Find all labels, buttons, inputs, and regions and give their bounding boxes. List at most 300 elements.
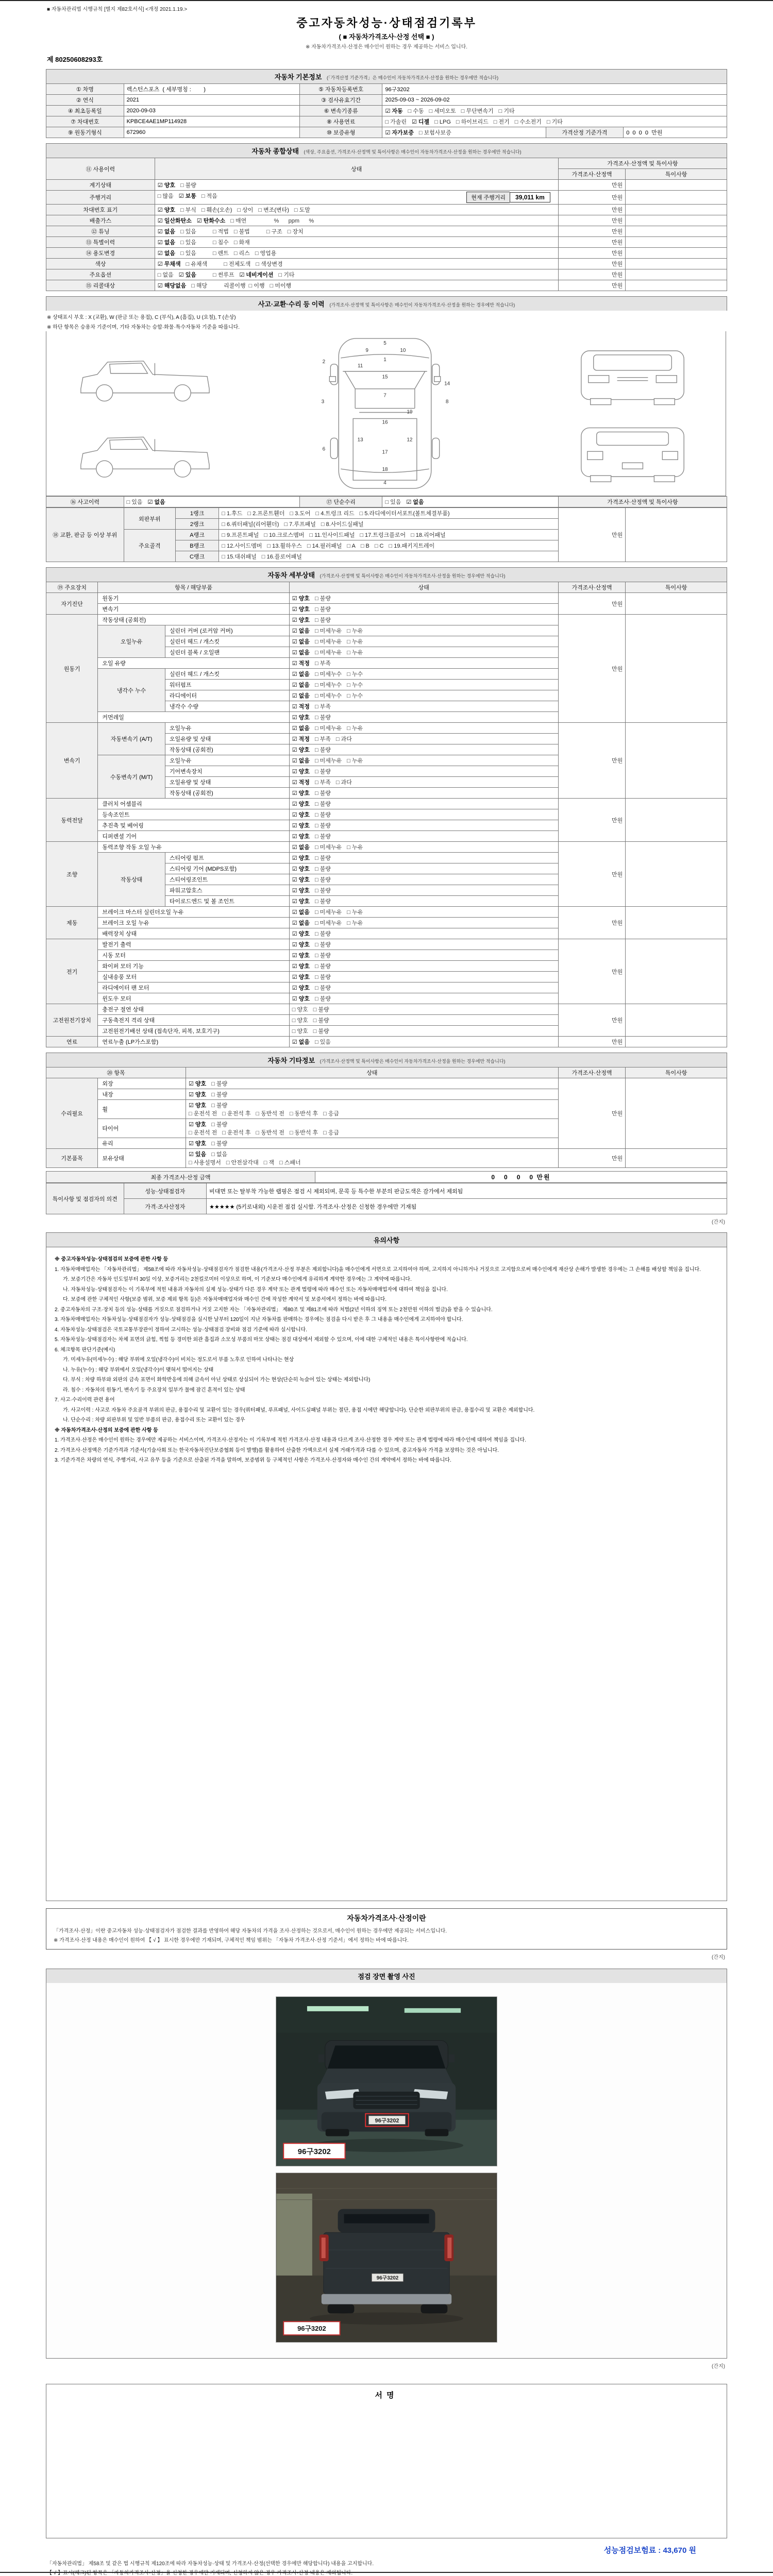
checkbox-option[interactable]: □ 13.휠하우스 — [267, 543, 302, 549]
checkbox-option[interactable]: ☑ 없음 — [157, 240, 175, 246]
photos-body — [46, 1983, 727, 2359]
checkbox-option[interactable]: ☑ 없음 — [147, 499, 165, 505]
checkbox-option[interactable]: □ 불량 — [211, 1081, 228, 1087]
field-value: 렉스턴스포츠 ( 세부명칭 : ) — [124, 84, 299, 95]
panel-group-label: 외판부위 — [124, 508, 175, 530]
checkbox-option[interactable]: □ 하이브리드 — [456, 119, 489, 125]
checkbox-option[interactable]: ☑ 양호 — [292, 985, 310, 991]
table-row — [46, 116, 727, 127]
notice-paragraph: 나. 자동차성능·상태점검자는 이 기록부에 적힌 내용과 자동차의 실제 성능·상태가 다른 경우 계약 또는 관계 법령에 따라 매수인 또는 자동차매매업자에 대하여 책임을 집니다. — [63, 1286, 448, 1293]
checkbox-option[interactable]: ☑ 양호 — [292, 877, 310, 883]
checkbox-option[interactable]: □ 영업용 — [255, 250, 277, 257]
state-cell — [289, 723, 558, 734]
checkbox-option[interactable]: □ 부식 — [180, 207, 196, 213]
checkbox-option[interactable]: ☑ 디젤 — [412, 119, 430, 125]
checkbox-option[interactable]: □ 미세누유 — [314, 758, 342, 764]
checkbox-option[interactable]: □ 미세누유 — [314, 909, 342, 916]
checkbox-option[interactable]: ☑ 탄화수소 — [196, 218, 226, 224]
checkbox-option[interactable]: □ 기타 — [546, 119, 563, 125]
checkbox-option[interactable]: □ 미세누수 — [314, 671, 342, 677]
note-cell — [626, 226, 727, 237]
checkbox-option[interactable]: □ 있음 — [180, 240, 196, 246]
column-header: 항목 / 해당부품 — [98, 582, 289, 593]
checkbox-option[interactable]: □ A — [347, 543, 356, 549]
checkbox-option[interactable]: □ 불량 — [314, 942, 331, 948]
notice-paragraph: 1. 가격조사·산정은 매수인이 원하는 경우에만 제공하는 서비스이며, 가격조사·산정자는 이 기록부에 적힌 가격조사·산정 내용과 다르게 조사·산정한 경우 계약 또는 관계 법령에 따라 매수인에 대하여 책임을 집니다. — [55, 1437, 526, 1443]
option-group — [158, 182, 201, 189]
panel-number: 12 — [407, 437, 413, 443]
checkbox-option[interactable]: □ 해당 — [191, 283, 208, 289]
checkbox-option[interactable]: □ 훼손(오손) — [201, 207, 232, 213]
state-cell — [289, 604, 558, 615]
checkbox-option[interactable]: □ 불량 — [314, 953, 331, 959]
mileage-callout-label: 현재 주행거리 — [466, 192, 510, 203]
checkbox-option[interactable]: □ 불량 — [314, 812, 331, 818]
notice-paragraph: 5. 자동차성능·상태점검자는 차체 표면의 긁힘, 찍힘 등 경미한 외관 흠집과 소모성 부품의 마모 상태는 점검 대상에서 제외할 수 있으며, 이에 대한 구체적인 내용은 특이사항란에 적습니다. — [55, 1337, 468, 1343]
subgroup-label: 오일누유 — [98, 625, 165, 658]
field-value: 2021 — [124, 95, 299, 106]
checkbox-option[interactable]: ☑ 적정 — [292, 704, 310, 710]
table-row — [46, 799, 727, 809]
checkbox-option[interactable]: □ 미세누유 — [314, 650, 342, 656]
checkbox-option[interactable]: □ 보험사보증 — [418, 130, 451, 136]
checkbox-option[interactable]: ☑ 적정 — [292, 660, 310, 667]
checkbox-option[interactable]: □ 누유 — [347, 844, 363, 851]
item-label: 브레이크 마스터 실린더오일 누유 — [98, 907, 289, 918]
checkbox-option[interactable]: □ 부족 — [314, 704, 331, 710]
checkbox-option[interactable]: □ 누유 — [347, 725, 363, 732]
checkbox-option[interactable]: ☑ 양호 — [189, 1081, 207, 1087]
checkbox-option[interactable]: ☑ 없음 — [292, 650, 310, 656]
checkbox-option[interactable]: □ 동반석 후 — [289, 1130, 318, 1136]
checkbox-option[interactable]: □ 19.패키지트레이 — [389, 543, 435, 549]
state-cell — [289, 658, 558, 669]
checkbox-option[interactable]: □ 불량 — [211, 1122, 228, 1128]
panel-number: 10 — [400, 347, 406, 353]
device-group-label: 원동기 — [46, 615, 98, 723]
note-cell — [626, 799, 727, 842]
checkbox-option[interactable]: □ 누수 — [347, 693, 363, 699]
device-group-label: 동력전달 — [46, 799, 98, 842]
checkbox-option[interactable]: ☑ 적정 — [292, 736, 310, 742]
checkbox-option[interactable]: □ 1.후드 — [222, 511, 243, 517]
checkbox-option[interactable]: ☑ 없음 — [157, 250, 175, 257]
field-value: 672960 — [124, 127, 299, 138]
checkbox-option[interactable]: □ 있음 — [180, 229, 196, 235]
checkbox-option[interactable]: □ 14.필러패널 — [307, 543, 342, 549]
checkbox-option[interactable]: □ 장치 — [287, 229, 304, 235]
checkbox-option[interactable]: ☑ 양호 — [292, 953, 310, 959]
checkbox-option[interactable]: □ 있음 — [314, 1039, 331, 1045]
state-cell — [289, 1015, 558, 1026]
checkbox-option[interactable]: ☑ 자가보증 — [385, 130, 414, 136]
state-cell — [289, 777, 558, 788]
notice-paragraph: 나. 누유(누수) : 해당 부위에서 오일(냉각수)이 맺혀서 떨어지는 상태 — [63, 1367, 214, 1373]
checkbox-option[interactable]: ☑ 없음 — [292, 639, 310, 645]
checkbox-option[interactable]: ☑ 양호 — [292, 823, 310, 829]
note-cell — [626, 907, 727, 939]
notice-paragraph: 라. 침수 : 자동차의 원동기, 변속기 등 주요장치 일부가 물에 잠긴 흔적이 있는 상태 — [63, 1387, 245, 1393]
checkbox-option[interactable]: □ B — [360, 543, 369, 549]
checkbox-option[interactable]: ☑ 양호 — [292, 974, 310, 980]
checkbox-option[interactable]: □ 9.프론트패널 — [222, 532, 259, 538]
note-cell — [626, 1037, 727, 1047]
state-cell — [289, 842, 558, 853]
state-cell — [289, 863, 558, 874]
checkbox-option[interactable]: □ 누유 — [347, 628, 363, 634]
checkbox-option[interactable]: ☑ 없음 — [292, 725, 310, 732]
checkbox-option[interactable]: □ 7.루프패널 — [284, 521, 316, 528]
page-spacer-marker: (간지) — [712, 1955, 725, 1960]
column-header: ⑪ 사용이력 — [46, 158, 155, 180]
checkbox-option[interactable]: ☑ 양호 — [292, 747, 310, 753]
checkbox-option[interactable]: ☑ 양호 — [189, 1092, 207, 1098]
final-price-table — [46, 1171, 727, 1183]
checkbox-option[interactable]: □ 동반석 전 — [256, 1130, 284, 1136]
checkbox-option[interactable]: □ 미세누유 — [314, 725, 342, 732]
checkbox-option[interactable]: □ 불량 — [314, 877, 331, 883]
checkbox-option[interactable]: □ 유채색 — [186, 261, 208, 267]
checkbox-option[interactable]: □ 많음 — [157, 193, 174, 199]
checkbox-option[interactable]: □ 안전삼각대 — [226, 1160, 259, 1166]
checkbox-option[interactable]: ☑ 양호 — [292, 931, 310, 937]
checkbox-option[interactable]: □ 양호 — [292, 1007, 308, 1013]
checkbox-option[interactable]: □ 누수 — [347, 671, 363, 677]
checkbox-option[interactable]: ☑ 없음 — [292, 1039, 310, 1045]
checkbox-option[interactable]: □ 누유 — [347, 909, 363, 916]
checkbox-option[interactable]: □ 불량 — [314, 801, 331, 807]
checkbox-option[interactable]: □ 불량 — [314, 715, 331, 721]
checkbox-option[interactable]: □ 렌트 — [212, 250, 229, 257]
checkbox-option[interactable]: □ 불량 — [314, 823, 331, 829]
checkbox-option[interactable]: □ C — [374, 543, 384, 549]
checkbox-option[interactable]: ☑ 양호 — [189, 1122, 207, 1128]
checkbox-option[interactable]: □ 세미오토 — [429, 108, 456, 114]
checkbox-option[interactable]: □ 전체도색 — [224, 261, 251, 267]
checkbox-option[interactable]: □ 누유 — [347, 639, 363, 645]
inspection-photo-front — [276, 1997, 497, 2166]
checkbox-option[interactable]: □ 18.리어패널 — [411, 532, 446, 538]
checkbox-option[interactable]: □ 불량 — [314, 606, 331, 613]
checkbox-option[interactable]: □ 불량 — [314, 617, 331, 623]
checkbox-option[interactable]: □ 3.도어 — [290, 511, 311, 517]
state-cell — [155, 215, 558, 226]
checkbox-option[interactable]: □ 불법 — [233, 229, 250, 235]
checkbox-option[interactable]: □ 변조(변타) — [258, 207, 289, 213]
checkbox-option[interactable]: ☑ 없음 — [292, 844, 310, 851]
checkbox-option[interactable]: □ 불량 — [211, 1092, 228, 1098]
checkbox-option[interactable]: ☑ 양호 — [292, 617, 310, 623]
checkbox-option[interactable]: □ 운전석 후 — [222, 1130, 251, 1136]
checkbox-option[interactable]: □ 운전석 후 — [222, 1111, 251, 1117]
checkbox-option[interactable]: ☑ 자동 — [385, 108, 403, 114]
checkbox-option[interactable]: □ 과다 — [335, 779, 352, 786]
checkbox-option[interactable]: □ 11.인사이드패널 — [309, 532, 355, 538]
checkbox-option[interactable]: ☑ 양호 — [292, 790, 310, 796]
checkbox-option[interactable]: ☑ 양호 — [157, 207, 175, 213]
checkbox-option[interactable]: □ 과다 — [335, 736, 352, 742]
checkbox-option[interactable]: ☑ 양호 — [292, 769, 310, 775]
checkbox-option[interactable]: □ 없음 — [157, 272, 174, 278]
option-group — [158, 229, 201, 235]
checkbox-option[interactable]: ☑ 적정 — [292, 779, 310, 786]
checkbox-option[interactable]: ☑ 양호 — [292, 866, 310, 872]
checkbox-option[interactable]: □ 미세누유 — [314, 844, 342, 851]
checkbox-option[interactable]: □ 양호 — [292, 1028, 308, 1035]
field-label: ⑩ 보증유형 — [299, 127, 382, 138]
state-cell — [289, 701, 558, 712]
checkbox-option[interactable]: □ 불량 — [314, 985, 331, 991]
checkbox-option[interactable]: □ 16.플로어패널 — [261, 554, 302, 560]
state-cell — [289, 831, 558, 842]
checkbox-option[interactable]: ☑ 없음 — [292, 909, 310, 916]
checkbox-option[interactable]: □ 도말 — [294, 207, 310, 213]
checkbox-option[interactable]: □ 기타 — [278, 272, 295, 278]
checkbox-option[interactable]: ☑ 양호 — [292, 996, 310, 1002]
checkbox-option[interactable]: ☑ 양호 — [292, 606, 310, 613]
checkbox-option[interactable]: ☑ 양호 — [292, 899, 310, 905]
checkbox-option[interactable]: □ 6.쿼터패널(리어휀더) — [222, 521, 279, 528]
checkbox-option[interactable]: ☑ 없음 — [292, 920, 310, 926]
checkbox-option[interactable]: □ 없음 — [211, 1151, 228, 1158]
detail-state-table — [46, 582, 727, 1047]
checkbox-option[interactable]: □ 색상변경 — [256, 261, 283, 267]
checkbox-option[interactable]: □ 불량 — [314, 888, 331, 894]
subgroup-label: 작동상태 — [98, 853, 165, 907]
checkbox-option[interactable]: □ 잭 — [263, 1160, 275, 1166]
checkbox-option[interactable]: ☑ 양호 — [189, 1141, 207, 1147]
checkbox-option[interactable]: □ 적법 — [212, 229, 229, 235]
checkbox-option[interactable]: ☑ 없음 — [292, 671, 310, 677]
table-row — [46, 1199, 727, 1214]
state-cell — [289, 615, 558, 625]
damage-code-legend-2: ※ 하단 항목은 승용차 기준이며, 기타 자동차는 승합·화물·특수자동차 기준을 따릅니다. — [47, 325, 240, 330]
checkbox-option[interactable]: □ 미세누유 — [314, 920, 342, 926]
checkbox-option[interactable]: □ 가솔린 — [385, 119, 407, 125]
state-cell — [289, 625, 558, 636]
checkbox-option[interactable]: □ 불량 — [314, 747, 331, 753]
checkbox-option[interactable]: □ 불량 — [314, 790, 331, 796]
checkbox-option[interactable]: ☑ 양호 — [292, 834, 310, 840]
checkbox-option[interactable]: □ 불량 — [314, 769, 331, 775]
column-header: 가격조사·산정액 — [558, 1067, 625, 1078]
checkbox-option[interactable]: ☑ 양호 — [292, 812, 310, 818]
state-cell — [289, 593, 558, 604]
item-label: 라디에이터 팬 모터 — [98, 982, 289, 993]
checkbox-option[interactable]: □ 미이행 — [270, 283, 292, 289]
checkbox-option[interactable]: □ 수동 — [408, 108, 424, 114]
checkbox-option[interactable]: □ 누수 — [347, 682, 363, 688]
row-label: 주행거리 — [46, 191, 155, 205]
checkbox-option[interactable]: □ 누유 — [347, 758, 363, 764]
checkbox-option[interactable]: □ 구조 — [266, 229, 282, 235]
final-price-label: 최종 가격조사·산정 금액 — [46, 1172, 315, 1183]
checkbox-option[interactable]: ☑ 없음 — [292, 682, 310, 688]
checkbox-option[interactable]: □ 미세누유 — [314, 639, 342, 645]
state-cell — [289, 744, 558, 755]
checkbox-option[interactable]: □ 무단변속기 — [461, 108, 494, 114]
checkbox-option[interactable]: ☑ 일산화탄소 — [157, 218, 192, 224]
checkbox-option[interactable]: ☑ 양호 — [292, 888, 310, 894]
checkbox-option[interactable]: □ 불량 — [314, 963, 331, 970]
ceiling-light — [405, 2008, 461, 2013]
checkbox-option[interactable]: □ 불량 — [211, 1141, 228, 1147]
checkbox-option[interactable]: ☑ 양호 — [189, 1103, 207, 1109]
price-cell: 만원 — [558, 508, 625, 562]
section-title-text: 자동차 기타정보 — [267, 1057, 315, 1064]
checkbox-option[interactable]: □ 동반석 전 — [256, 1111, 284, 1117]
checkbox-option[interactable]: ☑ 있음 — [178, 272, 196, 278]
item-label: 실내송풍 모터 — [98, 972, 289, 982]
checkbox-option[interactable]: □ 누유 — [347, 920, 363, 926]
checkbox-option[interactable]: □ 응급 — [323, 1111, 340, 1117]
checkbox-option[interactable]: ☑ 양호 — [292, 855, 310, 861]
checkbox-option[interactable]: □ 불량 — [313, 1018, 329, 1024]
state-cell — [155, 269, 558, 280]
panel-number: 19 — [407, 409, 413, 415]
checkbox-option[interactable]: □ 불량 — [314, 596, 331, 602]
table-row — [46, 280, 727, 291]
checkbox-option[interactable]: ☑ 없음 — [292, 758, 310, 764]
checkbox-option[interactable]: □ 운전석 전 — [189, 1111, 217, 1117]
checkbox-option[interactable]: □ 5.라디에이터서포트(볼트체결부품) — [359, 511, 450, 517]
checkbox-option[interactable]: □ 불량 — [314, 974, 331, 980]
checkbox-option[interactable]: □ 있음 — [385, 499, 401, 505]
checkbox-option[interactable]: ☑ 양호 — [292, 942, 310, 948]
panel-number: 14 — [444, 381, 450, 387]
rank-label: A랭크 — [175, 530, 219, 540]
field-label: ⑦ 차대번호 — [46, 116, 124, 127]
checkbox-option[interactable]: □ 양호 — [292, 1018, 308, 1024]
item-label: 기어변속장치 — [165, 766, 289, 777]
law-reference: ■ 자동차관리법 시행규칙 [별지 제82호서식] <개정 2021.1.19.> — [47, 7, 188, 12]
exchange-section-label: ⑱ 교환, 판금 등 이상 부위 — [46, 508, 124, 562]
checkbox-option[interactable]: □ 불량 — [314, 866, 331, 872]
checkbox-option[interactable]: □ 불량 — [211, 1103, 228, 1109]
note-cell — [626, 842, 727, 907]
checkbox-option[interactable]: □ 누유 — [347, 650, 363, 656]
checkbox-option[interactable]: □ 침수 — [212, 240, 229, 246]
checkbox-option[interactable]: □ 불량 — [313, 1028, 329, 1035]
checkbox-option[interactable]: ☑ 양호 — [292, 801, 310, 807]
vehicle-damage-diagram — [46, 331, 726, 496]
column-header: 가격조사·산정액 및 특이사항 — [558, 497, 727, 507]
checkbox-option[interactable]: ☑ 양호 — [292, 963, 310, 970]
checkbox-option[interactable]: □ 썬루프 — [212, 272, 234, 278]
checkbox-option[interactable]: □ 미세누수 — [314, 682, 342, 688]
checkbox-option[interactable]: ☑ 네비게이션 — [239, 272, 274, 278]
checkbox-option[interactable]: □ 2.프론트휀더 — [247, 511, 285, 517]
checkbox-option[interactable]: □ 이행 — [248, 283, 265, 289]
checkbox-option[interactable]: □ 4.트렁크 리드 — [315, 511, 355, 517]
notice-paragraph: 2. 중고자동차의 구조·장치 등의 성능·상태를 거짓으로 점검하거나 거짓 고지한 자는 「자동차관리법」 제80조 및 제81조에 따라 처벌(2년 이하의 징역 또는 2천만원 이하의 벌금)을 받을 수 있습니다. — [55, 1307, 493, 1313]
checkbox-option[interactable]: ☑ 해당없음 — [157, 283, 187, 289]
checkbox-option[interactable]: □ 동반석 후 — [289, 1111, 318, 1117]
column-header: 특이사항 — [626, 582, 727, 593]
checkbox-option[interactable]: □ 8.사이드실패널 — [321, 521, 364, 528]
checkbox-option[interactable]: □ 15.대쉬패널 — [222, 554, 257, 560]
checkbox-option[interactable]: ☑ 없음 — [292, 693, 310, 699]
checkbox-option[interactable]: □ 미세누수 — [314, 693, 342, 699]
exchange-repair-table — [46, 507, 727, 562]
checkbox-option[interactable]: □ 수소전기 — [514, 119, 542, 125]
checkbox-option[interactable]: □ 화재 — [233, 240, 250, 246]
field-label: 가격산정 기준가격 — [546, 127, 624, 138]
checkbox-option[interactable]: ☑ 없음 — [157, 229, 175, 235]
panel-number: 7 — [383, 393, 386, 399]
checkbox-option[interactable]: □ 매연 — [230, 218, 247, 224]
checkbox-option[interactable]: □ 적음 — [201, 193, 217, 199]
note-cell — [626, 180, 727, 191]
license-plate-text: 96구3202 — [375, 2117, 399, 2124]
checkbox-option[interactable]: ☑ 무채색 — [157, 261, 181, 267]
checkbox-option[interactable]: ☑ 없음 — [292, 628, 310, 634]
checkbox-option[interactable]: □ 불량 — [314, 834, 331, 840]
row-label: 배출가스 — [46, 215, 155, 226]
checkbox-option[interactable]: □ 미세누유 — [314, 628, 342, 634]
checkbox-option[interactable]: □ 12.사이드멤버 — [222, 543, 262, 549]
field-value: KPBCE4AE1MP114928 — [124, 116, 299, 127]
device-group-label: 변속기 — [46, 723, 98, 799]
column-header: ⑲ 주요장치 — [46, 582, 98, 593]
checkbox-option[interactable]: □ 상이 — [237, 207, 254, 213]
checkbox-option[interactable]: □ 부족 — [314, 779, 331, 786]
state-cell — [289, 993, 558, 1004]
checkbox-option[interactable]: □ 불량 — [313, 1007, 329, 1013]
checkbox-option[interactable]: □ LPG — [434, 119, 451, 125]
checkbox-option[interactable]: □ 있음 — [180, 250, 196, 257]
checkbox-option[interactable]: ☑ 양호 — [292, 715, 310, 721]
checkbox-option[interactable]: ☑ 있음 — [189, 1151, 207, 1158]
row-label: ⑯ 사고이력 — [46, 497, 124, 507]
mileage-callout-value: 39,011 km — [510, 192, 550, 202]
checkbox-option[interactable]: □ 불량 — [314, 899, 331, 905]
checkbox-option[interactable]: ☑ 보통 — [178, 193, 196, 199]
checkbox-option[interactable]: □ 기타 — [498, 108, 515, 114]
state-cell — [219, 519, 558, 530]
state-cell — [186, 1138, 559, 1149]
checkbox-option[interactable]: □ 불량 — [180, 182, 196, 189]
checkbox-option[interactable]: ☑ 양호 — [292, 596, 310, 602]
checkbox-option[interactable]: □ 응급 — [323, 1130, 340, 1136]
car-side-view-left-bottom — [81, 437, 209, 477]
checkbox-option[interactable]: □ 사용설명서 — [189, 1160, 221, 1166]
state-cell — [289, 896, 558, 907]
checkbox-option[interactable]: ☑ 없음 — [406, 499, 424, 505]
checkbox-option[interactable]: □ 운전석 전 — [189, 1130, 217, 1136]
checkbox-option[interactable]: □ 10.크로스멤버 — [264, 532, 305, 538]
checkbox-option[interactable]: □ 17.트렁크플로어 — [360, 532, 406, 538]
checkbox-option[interactable]: □ 있음 — [126, 499, 143, 505]
signature-box[interactable] — [46, 2384, 727, 2538]
checkbox-option[interactable]: □ 부족 — [314, 736, 331, 742]
checkbox-option[interactable]: □ 스패너 — [279, 1160, 301, 1166]
state-cell — [289, 885, 558, 896]
checkbox-option[interactable]: □ 전기 — [493, 119, 510, 125]
checkbox-option[interactable]: □ 부족 — [314, 660, 331, 667]
state-cell — [289, 734, 558, 744]
checkbox-option[interactable]: □ 불량 — [314, 996, 331, 1002]
item-label: 냉각수 수량 — [165, 701, 289, 712]
checkbox-option[interactable]: □ 리스 — [233, 250, 250, 257]
checkbox-option[interactable]: □ 불량 — [314, 931, 331, 937]
checkbox-option[interactable]: □ 불량 — [314, 855, 331, 861]
section-title-note: (가격조사·산정액 및 특이사항은 매수인이 자동차가격조사·산정을 원하는 경우에만 적습니다) — [329, 302, 515, 308]
field-value: 2025-09-03 ~ 2026-09-02 — [382, 95, 727, 106]
state-cell — [289, 1037, 558, 1047]
checkbox-option[interactable]: ☑ 양호 — [157, 182, 175, 189]
column-header: ⑳ 항목 — [46, 1067, 186, 1078]
